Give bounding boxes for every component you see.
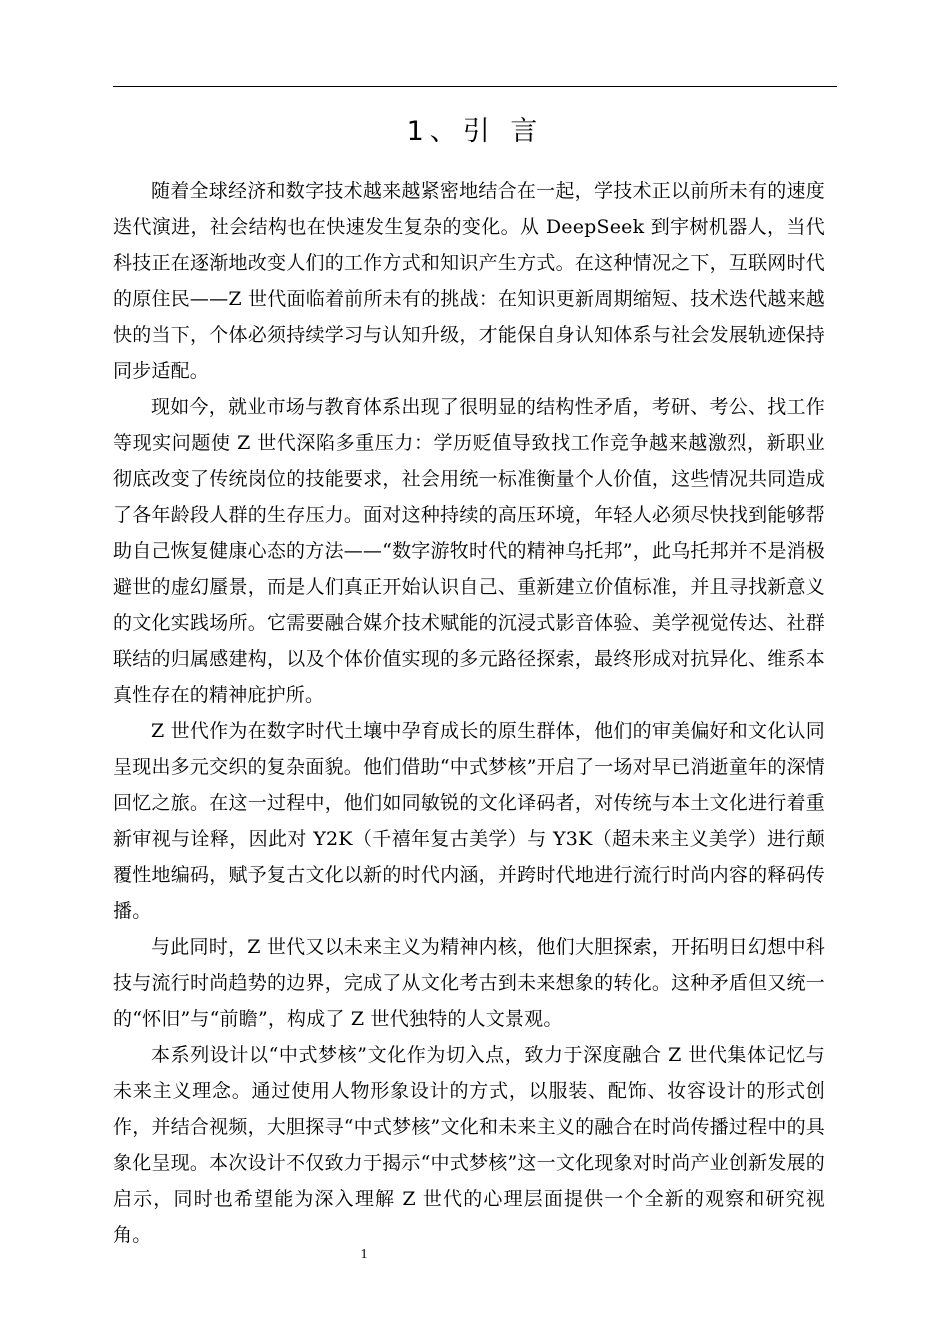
paragraph-4: 与此同时，Z 世代又以未来主义为精神内核，他们大胆探索，开拓明日幻想中科技与流行时尚趋势的边界，完成了从文化考古到未来想象的转化。这种矛盾但又统一的“怀旧”与“前瞻”，构成了 Z 世代独特的人文景观。 [113, 936, 825, 1030]
paragraph-2: 现如今，就业市场与教育体系出现了很明显的结构性矛盾，考研、考公、找工作等现实问题使 Z 世代深陷多重压力：学历贬值导致找工作竞争越来越激烈，新职业彻底改变了传统岗位的技能要求，社会用统一标准衡量个人价值，这些情况共同造成了各年龄段人群的生存压力。面对这种持续的高压环境，年轻人必须尽快找到能够帮助自己恢复健康心态的方法——“数字游牧时代的精神乌托邦”，此乌托邦并不是消极避世的虚幻蜃景，而是人们真正开始认识自己、重新建立价值标准，并且寻找新意义的文化实践场所。它需要融合媒介技术赋能的沉浸式影音体验、美学视觉传达、社群联结的归属感建构，以及个体价值实现的多元路径探索，最终形成对抗异化、维系本真性存在的精神庇护所。 [113, 396, 825, 706]
paragraph-1: 随着全球经济和数字技术越来越紧密地结合在一起，学技术正以前所未有的速度迭代演进，社会结构也在快速发生复杂的变化。从 DeepSeek 到宇树机器人，当代科技正在逐渐地改变人们的工作方式和知识产生方式。在这种情况之下，互联网时代的原住民——Z 世代面临着前所未有的挑战：在知识更新周期缩短、技术迭代越来越快的当下，个体必须持续学习与认知升级，才能保自身认知体系与社会发展轨迹保持同步适配。 [113, 180, 825, 382]
page-number: 1 [360, 1247, 368, 1262]
header-rule [113, 86, 837, 87]
section-heading: 1、引 言 [406, 116, 544, 147]
body-text [113, 173, 825, 1253]
paragraph-3: Z 世代作为在数字时代土壤中孕育成长的原生群体，他们的审美偏好和文化认同呈现出多元交织的复杂面貌。他们借助“中式梦核”开启了一场对早已消逝童年的深情回忆之旅。在这一过程中，他们如同敏锐的文化译码者，对传统与本土文化进行着重新审视与诠释，因此对 Y2K（千禧年复古美学）与 Y3K（超未来主义美学）进行颠覆性地编码，赋予复古文化以新的时代内涵，并跨时代地进行流行时尚内容的释码传播。 [113, 720, 825, 922]
paragraph-5: 本系列设计以“中式梦核”文化作为切入点，致力于深度融合 Z 世代集体记忆与未来主义理念。通过使用人物形象设计的方式，以服装、配饰、妆容设计的形式创作，并结合视频，大胆探寻“中式梦核”文化和未来主义的融合在时尚传播过程中的具象化呈现。本次设计不仅致力于揭示“中式梦核”这一文化现象对时尚产业创新发展的启示，同时也希望能为深入理解 Z 世代的心理层面提供一个全新的观察和研究视角。 [113, 1044, 825, 1246]
